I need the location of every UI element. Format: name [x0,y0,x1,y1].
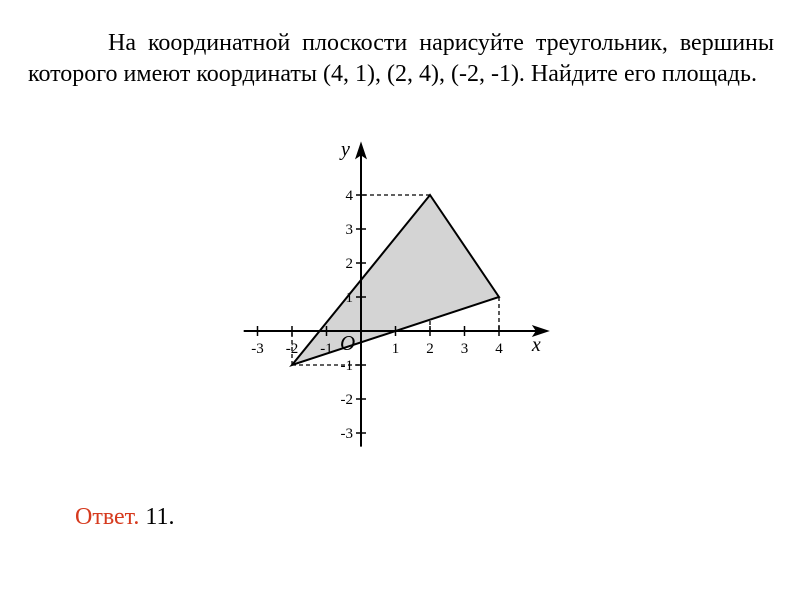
x-tick-label--1: -1 [320,341,333,357]
problem-text: На координатной плоскости нарисуйте треугольник, вершины которого имеют координаты (4, 1), (2, 4), (-2, -1). Найдите его площадь. [28,30,774,87]
origin-label: O [340,331,356,355]
y-tick-label--3: -3 [340,426,353,442]
x-tick-label--2: -2 [285,341,299,357]
y-tick-label--2: -2 [340,392,353,408]
y-tick-label-1: 1 [345,290,353,306]
y-tick-label-3: 3 [345,222,353,238]
answer [75,502,174,532]
y-tick-label-4: 4 [345,188,353,204]
triangle [292,195,499,365]
answer-value: 11. [145,504,175,530]
y-tick-label--1: -1 [340,358,353,374]
y-tick-label-2: 2 [345,256,353,272]
x-axis-label: x [531,334,541,356]
answer-label: Ответ. [75,504,140,530]
x-tick-label-4: 4 [495,341,503,357]
x-tick-label-3: 3 [460,341,469,357]
x-tick-label-2: 2 [426,341,434,357]
x-tick-label--3: -3 [251,341,264,357]
x-tick-label-1: 1 [391,341,400,357]
y-axis-label: y [341,138,350,161]
